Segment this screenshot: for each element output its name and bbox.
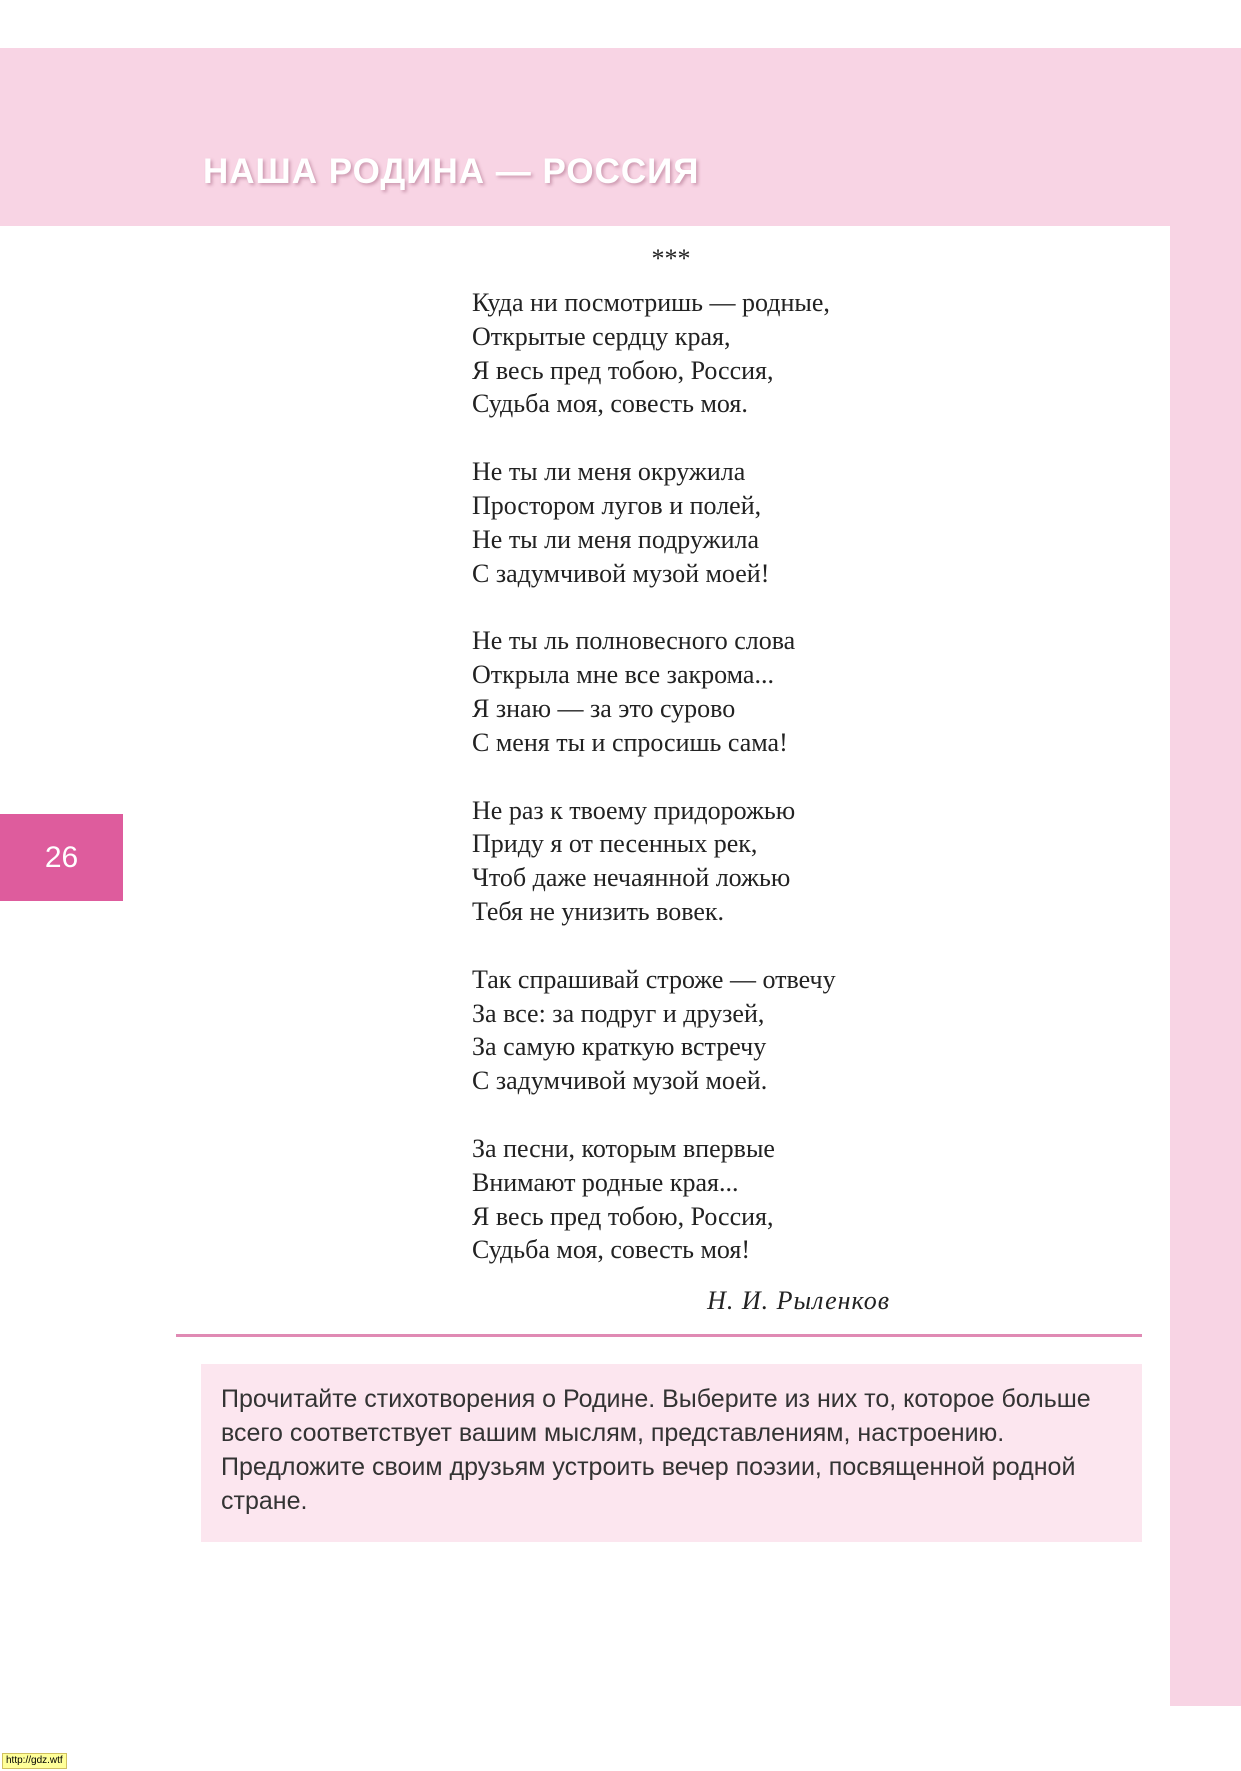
stanza [472, 963, 932, 1098]
poem-line: С задумчивой музой моей. [472, 1066, 768, 1096]
stanza [472, 624, 932, 759]
poem-line: С меня ты и спросишь сама! [472, 727, 788, 757]
stanza [472, 455, 932, 590]
poem-line: Открытые сердцу края, [472, 321, 731, 351]
poem-line: Открыла мне все закрома... [472, 660, 774, 690]
poem-author: Н. И. Рыленков [707, 1286, 890, 1315]
poem-line: Судьба моя, совесть моя! [472, 1235, 751, 1265]
poem-line: Куда ни посмотришь — родные, [472, 288, 830, 317]
poem-line: Я весь пред тобою, Россия, [472, 355, 774, 385]
stanza [472, 1132, 932, 1267]
poem-line: Не раз к твоему придорожью [472, 795, 796, 825]
poem-line: За песни, которым впервые [472, 1133, 775, 1163]
poem-line: За самую краткую встречу [472, 1032, 767, 1062]
poem-line: Не ты ли меня подружила [472, 524, 760, 554]
poem-separator: *** [651, 244, 691, 273]
poem-line: Судьба моя, совесть моя. [472, 389, 748, 419]
page-title: НАША РОДИНА — РОССИЯ [203, 152, 700, 191]
poem-line: Я знаю — за это сурово [472, 693, 736, 723]
page-number: 26 [44, 841, 79, 874]
poem-line: Не ты ли меня окружила [472, 457, 746, 487]
watermark-link[interactable]: http://gdz.wtf [2, 1753, 67, 1769]
header-band [0, 48, 1241, 226]
stanza [472, 794, 932, 929]
poem-line: За все: за подруг и друзей, [472, 998, 765, 1028]
poem-line: Тебя не унизить вовек. [472, 896, 725, 926]
poem-line: Чтоб даже нечаянной ложью [472, 863, 791, 893]
poem-line: Так спрашивай строже — отвечу [472, 964, 836, 994]
poem [472, 286, 932, 1301]
poem-line: С задумчивой музой моей! [472, 558, 770, 588]
poem-line: Приду я от песенных рек, [472, 829, 758, 859]
stanza [472, 286, 932, 421]
section-divider [176, 1334, 1142, 1337]
poem-line: Не ты ль полновесного слова [472, 626, 796, 656]
task-text: Прочитайте стихотворения о Родине. Выберите из них то, которое больше всего соответствует вашим мыслям, представлениям, настроению. Предложите своим друзьям устроить вечер поэзии, посвященной родной стране. [221, 1385, 1091, 1515]
right-margin-strip [1170, 48, 1241, 1706]
poem-line: Внимают родные края... [472, 1167, 739, 1197]
poem-line: Я весь пред тобою, Россия, [472, 1201, 774, 1231]
poem-line: Простором лугов и полей, [472, 490, 762, 520]
